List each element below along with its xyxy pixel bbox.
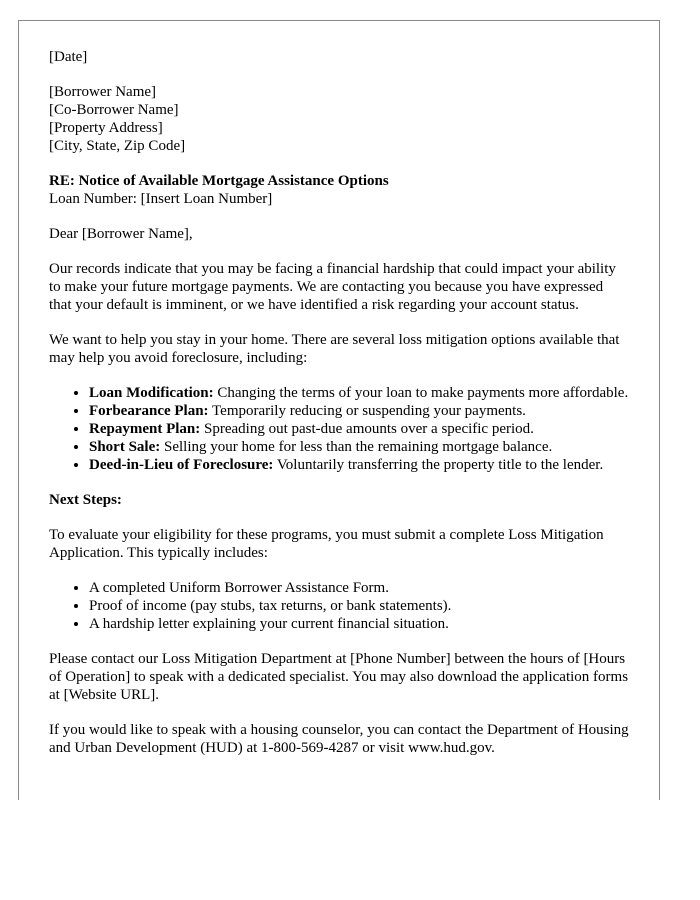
letter-page	[18, 20, 660, 800]
list-item	[89, 420, 629, 438]
recipient-block	[49, 83, 629, 155]
list-item	[89, 438, 629, 456]
option-term: Short Sale:	[89, 439, 161, 455]
list-item	[89, 384, 629, 402]
letter-date: [Date]	[49, 49, 88, 65]
list-item: • A hardship letter explaining your current financial situation.	[89, 615, 629, 633]
subject-block	[49, 172, 629, 208]
option-desc: Changing the terms of your loan to make payments more affordable.	[213, 385, 629, 401]
options-list	[49, 384, 629, 474]
list-item	[89, 456, 629, 474]
option-desc: Voluntarily transferring the property title to the lender.	[273, 457, 604, 473]
list-item	[89, 402, 629, 420]
requirements-list	[49, 579, 629, 633]
city-state-zip: [City, State, Zip Code]	[49, 138, 186, 154]
loan-number: Loan Number: [Insert Loan Number]	[49, 191, 273, 207]
option-desc: Spreading out past-due amounts over a specific period.	[200, 421, 534, 437]
next-steps-heading: Next Steps:	[49, 492, 122, 508]
list-item: • Proof of income (pay stubs, tax returns, or bank statements).	[89, 597, 629, 615]
option-desc: Selling your home for less than the remaining mortgage balance.	[160, 439, 553, 455]
help-paragraph: We want to help you stay in your home. There are several loss mitigation options available that may help you avoid foreclosure, including:	[49, 332, 620, 366]
list-item: • A completed Uniform Borrower Assistance Form.	[89, 579, 629, 597]
next-steps-intro: To evaluate your eligibility for these programs, you must submit a complete Loss Mitigation Application. This typically includes:	[49, 527, 604, 561]
borrower-name: [Borrower Name]	[49, 84, 157, 100]
re-line: RE: Notice of Available Mortgage Assistance Options	[49, 173, 389, 189]
counselor-paragraph: If you would like to speak with a housing counselor, you can contact the Department of Housing and Urban Development (HUD) at 1-800-569-4287 or visit www.hud.gov.	[49, 722, 629, 756]
option-term: Forbearance Plan:	[89, 403, 209, 419]
option-term: Deed-in-Lieu of Foreclosure:	[89, 457, 274, 473]
option-term: Loan Modification:	[89, 385, 214, 401]
intro-paragraph: Our records indicate that you may be facing a financial hardship that could impact your ability to make your future mortgage payments. We are contacting you because you have expressed that your default is imminent, or we have identified a risk regarding your account status.	[49, 261, 616, 313]
option-desc: Temporarily reducing or suspending your payments.	[208, 403, 526, 419]
salutation: Dear [Borrower Name],	[49, 226, 193, 242]
property-address: [Property Address]	[49, 120, 163, 136]
option-term: Repayment Plan:	[89, 421, 201, 437]
co-borrower-name: [Co-Borrower Name]	[49, 102, 179, 118]
contact-paragraph: Please contact our Loss Mitigation Department at [Phone Number] between the hours of [Hours of Operation] to speak with a dedicated specialist. You may also download the application forms at [Website URL].	[49, 651, 629, 703]
